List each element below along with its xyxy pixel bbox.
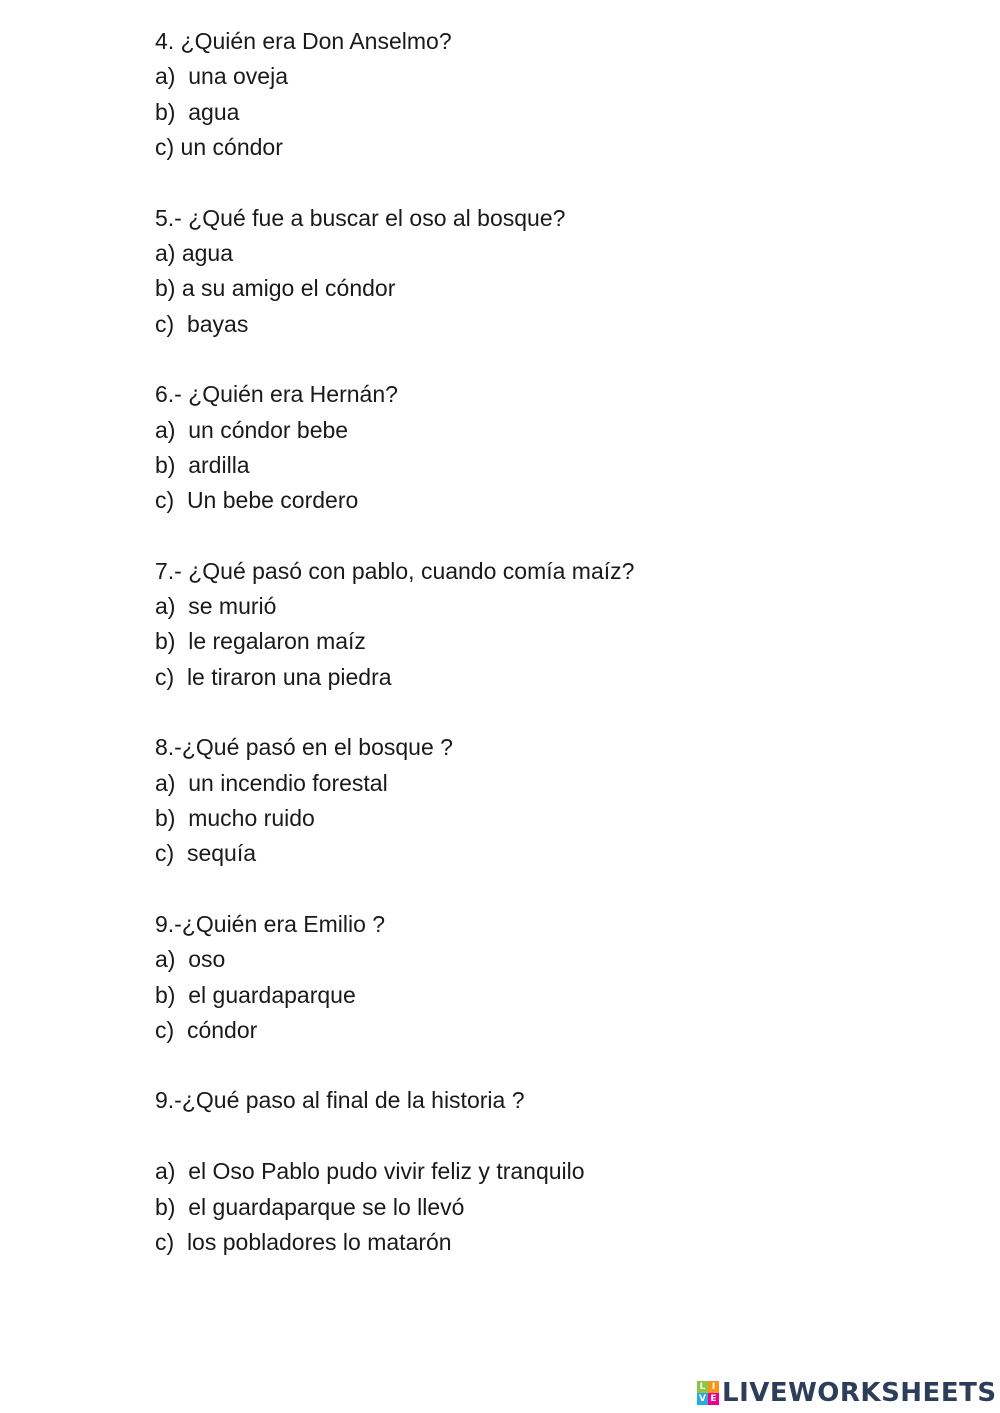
- option-b: b) a su amigo el cóndor: [155, 275, 396, 302]
- worksheet: [155, 24, 955, 1295]
- option-b: b) le regalaron maíz: [155, 628, 366, 655]
- option-b: b) el guardaparque se lo llevó: [155, 1193, 465, 1220]
- option-a: a) oso: [155, 946, 226, 973]
- question-block-9-emilio: [155, 907, 955, 1049]
- question-text: 5.- ¿Qué fue a buscar el oso al bosque?: [155, 204, 566, 231]
- question-block-8: [155, 730, 955, 872]
- option-c: c) bayas: [155, 310, 249, 337]
- option-c: c) sequía: [155, 840, 256, 867]
- option-b: b) agua: [155, 98, 240, 125]
- liveworksheets-logo-icon: [697, 1381, 719, 1405]
- question-text: 8.-¿Qué pasó en el bosque ?: [155, 734, 453, 761]
- option-a: a) un incendio forestal: [155, 769, 388, 796]
- logo-text: LIVEWORKSHEETS: [722, 1378, 997, 1408]
- option-a: a) se murió: [155, 593, 277, 620]
- question-text: 9.-¿Quién era Emilio ?: [155, 910, 386, 937]
- liveworksheets-logo: [697, 1378, 997, 1408]
- option-a: a) una oveja: [155, 63, 288, 90]
- blank-line: [155, 1119, 955, 1154]
- option-b: b) mucho ruido: [155, 805, 315, 832]
- question-text: 4. ¿Quién era Don Anselmo?: [155, 28, 452, 54]
- logo-icon-letter: V: [697, 1393, 708, 1405]
- option-c: c) le tiraron una piedra: [155, 663, 392, 690]
- question-block-5: [155, 201, 955, 343]
- option-c: c) un cóndor: [155, 134, 283, 161]
- logo-icon-letter: L: [697, 1381, 708, 1393]
- option-c: c) cóndor: [155, 1016, 258, 1043]
- question-text: 9.-¿Qué paso al final de la historia ?: [155, 1087, 525, 1114]
- question-text: 7.- ¿Qué pasó con pablo, cuando comía maíz?: [155, 557, 635, 584]
- question-block-6: [155, 377, 955, 519]
- logo-icon-letter: E: [708, 1393, 719, 1405]
- question-block-7: [155, 554, 955, 696]
- option-c: c) los pobladores lo matarón: [155, 1228, 452, 1255]
- option-a: a) el Oso Pablo pudo vivir feliz y tranquilo: [155, 1158, 585, 1185]
- logo-icon-letter: I: [708, 1381, 719, 1393]
- option-c: c) Un bebe cordero: [155, 487, 359, 514]
- option-b: b) el guardaparque: [155, 981, 356, 1008]
- option-a: a) un cóndor bebe: [155, 416, 349, 443]
- question-text: 6.- ¿Quién era Hernán?: [155, 381, 398, 408]
- option-a: a) agua: [155, 239, 234, 266]
- question-block-9-final: [155, 1083, 955, 1260]
- option-b: b) ardilla: [155, 451, 250, 478]
- question-block-4: [155, 24, 955, 166]
